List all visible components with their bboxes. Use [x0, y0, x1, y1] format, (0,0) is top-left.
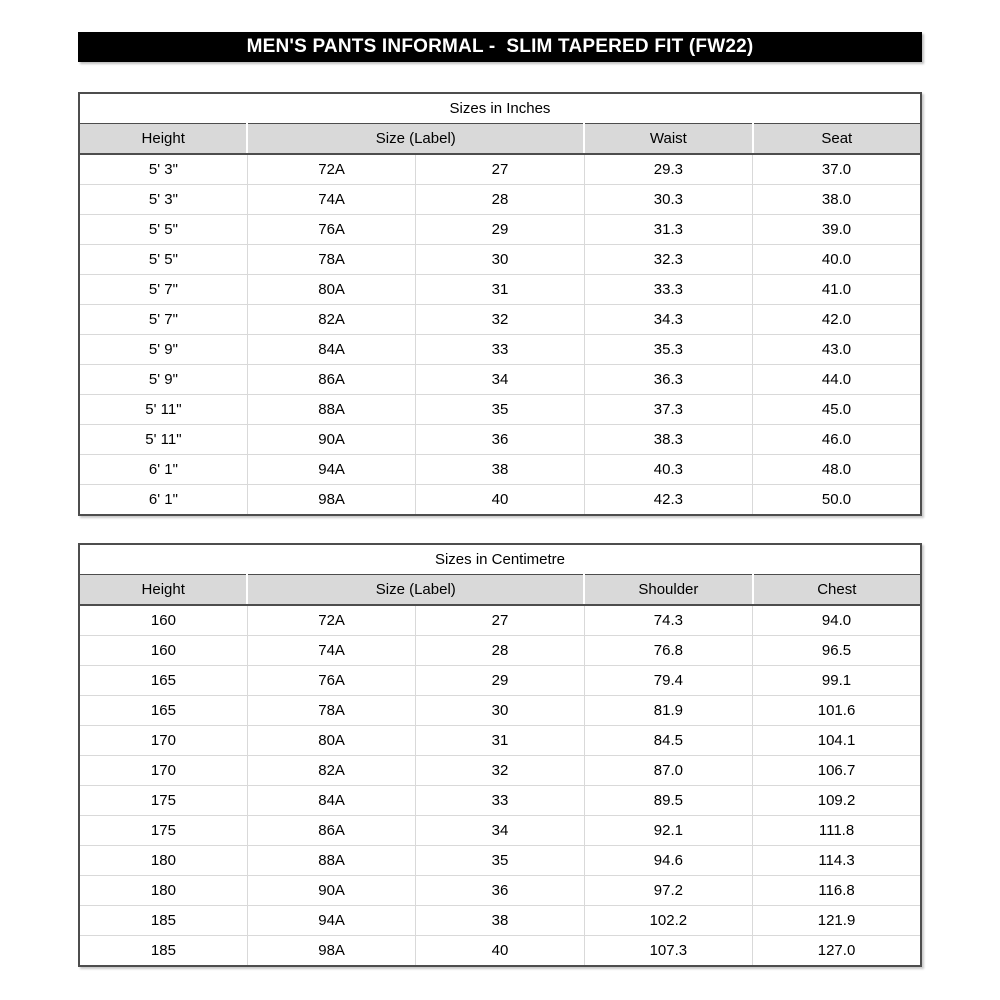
table-cell: 38 — [416, 455, 584, 485]
table-cell: 72A — [247, 605, 415, 636]
table-row — [79, 485, 921, 516]
table-cell: 42.3 — [584, 485, 752, 516]
table-row — [79, 726, 921, 756]
table-cell: 42.0 — [753, 305, 921, 335]
table-cell: 170 — [79, 726, 247, 756]
column-header-chest: Chest — [753, 575, 921, 606]
table-cell: 180 — [79, 876, 247, 906]
table-body — [79, 154, 921, 515]
table-cell: 175 — [79, 816, 247, 846]
table-cell: 5' 11" — [79, 395, 247, 425]
table-row — [79, 275, 921, 305]
table-cell: 111.8 — [753, 816, 921, 846]
table-cell: 33 — [416, 786, 584, 816]
table-cell: 90A — [247, 425, 415, 455]
table-cell: 185 — [79, 906, 247, 936]
table-cell: 78A — [247, 696, 415, 726]
table-row — [79, 786, 921, 816]
table-cell: 34.3 — [584, 305, 752, 335]
table-cell: 84A — [247, 335, 415, 365]
table-cell: 101.6 — [753, 696, 921, 726]
table-cell: 165 — [79, 666, 247, 696]
sizes-in-inches-section — [78, 92, 922, 516]
table-title-row — [79, 544, 921, 575]
table-cell: 165 — [79, 696, 247, 726]
table-cell: 79.4 — [584, 666, 752, 696]
table-body — [79, 605, 921, 966]
table-cell: 80A — [247, 726, 415, 756]
table-cell: 46.0 — [753, 425, 921, 455]
table-cell: 38.0 — [753, 185, 921, 215]
table-cell: 74.3 — [584, 605, 752, 636]
table-cell: 31.3 — [584, 215, 752, 245]
table-cell: 72A — [247, 154, 415, 185]
table-cell: 40 — [416, 936, 584, 967]
table-cell: 185 — [150, 942, 176, 959]
table-cell: 44.0 — [753, 365, 921, 395]
sizes-in-centimetre-section — [78, 543, 922, 967]
table-cell: 30 — [416, 696, 584, 726]
table-row — [79, 245, 921, 275]
table-cell: 160 — [79, 605, 247, 636]
table-cell: 94A — [247, 455, 415, 485]
table-cell: 5' 5" — [79, 245, 247, 275]
sizes-in-centimetre-table — [78, 543, 922, 967]
column-header-height: Height — [79, 124, 247, 155]
table-cell: 89.5 — [584, 786, 752, 816]
table-cell: 45.0 — [753, 395, 921, 425]
table-cell: 82A — [247, 305, 415, 335]
table-cell: 107.3 — [584, 936, 752, 967]
table-cell: 5' 11" — [79, 425, 247, 455]
table-cell: 86A — [247, 816, 415, 846]
table-cell: 98A — [247, 936, 415, 967]
table-cell: 30 — [416, 245, 584, 275]
table-row — [79, 305, 921, 335]
table-row — [79, 395, 921, 425]
table-cell: 40.0 — [753, 245, 921, 275]
table-cell: 127.0 — [753, 936, 921, 967]
table-row — [79, 846, 921, 876]
table-cell: 94.0 — [753, 605, 921, 636]
table-row — [79, 756, 921, 786]
table-cell: 48.0 — [753, 455, 921, 485]
table-cell: 36 — [416, 876, 584, 906]
table-cell: 94A — [247, 906, 415, 936]
column-header-height: Height — [79, 575, 247, 606]
table-cell: 5' 9" — [79, 365, 247, 395]
table-cell: 38.3 — [584, 425, 752, 455]
table-cell: 29 — [416, 215, 584, 245]
table-row — [79, 605, 921, 636]
table-cell: 39.0 — [753, 215, 921, 245]
table-row — [79, 906, 921, 936]
table-cell: 109.2 — [753, 786, 921, 816]
table-row — [79, 816, 921, 846]
table-cell: 35.3 — [584, 335, 752, 365]
table-cell: 80A — [247, 275, 415, 305]
table-cell: 114.3 — [753, 846, 921, 876]
table-cell: 5' 3" — [79, 154, 247, 185]
table-cell: 35 — [416, 846, 584, 876]
column-header-size-label: Size (Label) — [247, 124, 584, 155]
table-cell: 106.7 — [753, 756, 921, 786]
table-cell: 84A — [247, 786, 415, 816]
table-row — [79, 936, 921, 967]
table-cell: 43.0 — [753, 335, 921, 365]
table-cell: 81.9 — [584, 696, 752, 726]
table-cell: 160 — [79, 636, 247, 666]
table-cell: 78A — [247, 245, 415, 275]
table-cell: 76.8 — [584, 636, 752, 666]
table-cell: 170 — [79, 756, 247, 786]
page-title-banner — [78, 32, 922, 62]
sizes-in-inches-table — [78, 92, 922, 516]
table-row — [79, 876, 921, 906]
table-cell: 30.3 — [584, 185, 752, 215]
table-cell: 102.2 — [584, 906, 752, 936]
table-row — [79, 154, 921, 185]
table-cell: 82A — [247, 756, 415, 786]
table-cell: 121.9 — [753, 906, 921, 936]
table-cell: 5' 3" — [79, 185, 247, 215]
table-row — [79, 455, 921, 485]
table-cell: 33 — [416, 335, 584, 365]
table-cell: 29 — [416, 666, 584, 696]
column-header-waist: Waist — [584, 124, 752, 155]
table-row — [79, 425, 921, 455]
table-cell: 34 — [416, 816, 584, 846]
table-cell: 41.0 — [753, 275, 921, 305]
table-cell: 29.3 — [584, 154, 752, 185]
table-row — [79, 666, 921, 696]
table-cell: 5' 9" — [79, 335, 247, 365]
table-cell: 28 — [416, 185, 584, 215]
table-cell: 96.5 — [753, 636, 921, 666]
table-header-row — [79, 124, 921, 155]
table-cell: 32.3 — [584, 245, 752, 275]
table-cell: 36 — [416, 425, 584, 455]
table-cell: 32 — [416, 756, 584, 786]
table-cell: 28 — [416, 636, 584, 666]
table-cell: 37.0 — [753, 154, 921, 185]
table-cell: 88A — [247, 395, 415, 425]
column-header-size-label: Size (Label) — [247, 575, 584, 606]
table-cell: 36.3 — [584, 365, 752, 395]
table-cell: 5' 5" — [79, 215, 247, 245]
table-cell: 27 — [416, 605, 584, 636]
table-cell: 104.1 — [753, 726, 921, 756]
table-cell: 76A — [247, 215, 415, 245]
table-cell: 84.5 — [584, 726, 752, 756]
table-cell: 175 — [79, 786, 247, 816]
table-cell: 92.1 — [584, 816, 752, 846]
table-cell: 97.2 — [584, 876, 752, 906]
table-row — [79, 335, 921, 365]
table-cell: 87.0 — [584, 756, 752, 786]
table-cell: 88A — [247, 846, 415, 876]
table-header-row — [79, 575, 921, 606]
table-cell: 86A — [247, 365, 415, 395]
table-cell: 33.3 — [584, 275, 752, 305]
table-cell: 116.8 — [753, 876, 921, 906]
table-title: Sizes in Centimetre — [79, 544, 921, 575]
table-cell: 180 — [79, 846, 247, 876]
table-row — [79, 696, 921, 726]
page-title: MEN'S PANTS INFORMAL - SLIM TAPERED FIT (FW22) — [246, 36, 754, 57]
table-cell: 31 — [416, 275, 584, 305]
table-cell: 6' 1" — [79, 455, 247, 485]
table-cell: 76A — [247, 666, 415, 696]
table-cell: 40 — [416, 485, 584, 516]
table-cell: 50.0 — [753, 485, 921, 516]
table-cell: 34 — [416, 365, 584, 395]
table-cell: 5' 7" — [79, 305, 247, 335]
table-cell: 6' 1" — [148, 491, 178, 508]
table-cell: 32 — [416, 305, 584, 335]
table-cell: 74A — [247, 185, 415, 215]
table-row — [79, 636, 921, 666]
table-cell: 27 — [416, 154, 584, 185]
table-cell: 37.3 — [584, 395, 752, 425]
table-row — [79, 215, 921, 245]
table-cell: 38 — [416, 906, 584, 936]
table-cell: 98A — [247, 485, 415, 516]
table-cell: 94.6 — [584, 846, 752, 876]
table-title-row — [79, 93, 921, 124]
column-header-shoulder: Shoulder — [584, 575, 752, 606]
table-row — [79, 185, 921, 215]
table-cell: 90A — [247, 876, 415, 906]
table-cell: 40.3 — [584, 455, 752, 485]
table-cell: 35 — [416, 395, 584, 425]
table-row — [79, 365, 921, 395]
table-cell: 99.1 — [753, 666, 921, 696]
table-cell: 5' 7" — [79, 275, 247, 305]
table-cell: 31 — [416, 726, 584, 756]
table-title: Sizes in Inches — [79, 93, 921, 124]
table-cell: 74A — [247, 636, 415, 666]
column-header-seat: Seat — [753, 124, 921, 155]
